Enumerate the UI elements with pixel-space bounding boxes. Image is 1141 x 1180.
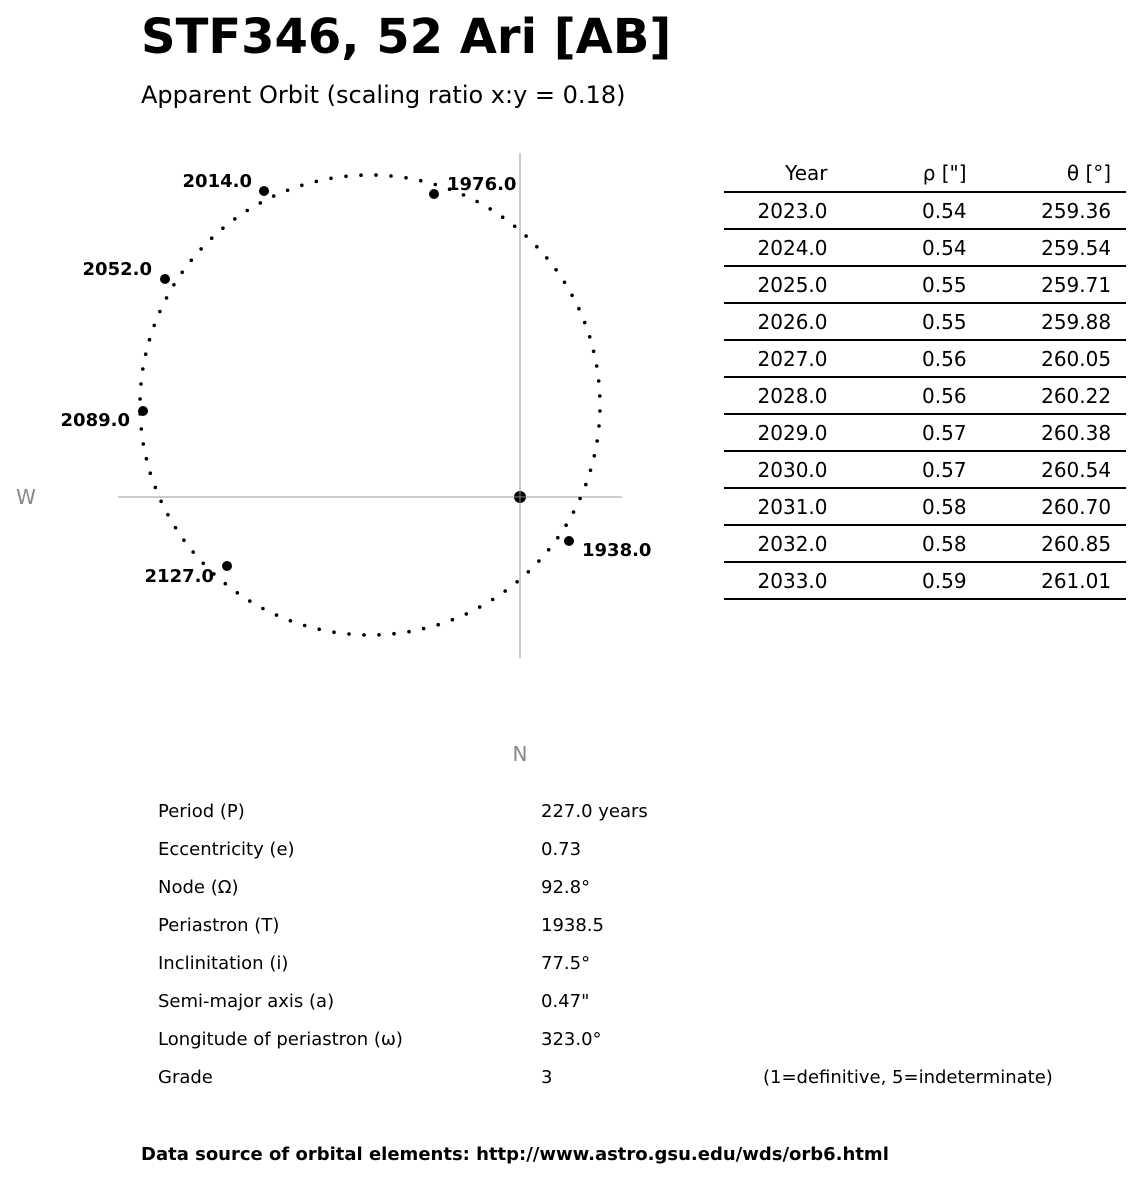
- orbit-point: [139, 382, 143, 386]
- orbit-point: [236, 591, 240, 595]
- element-value: 77.5°: [541, 953, 591, 974]
- cell-rho: 0.54: [828, 192, 967, 229]
- orbit-point: [434, 183, 438, 187]
- orbit-point: [535, 245, 539, 249]
- cell-theta: 260.54: [967, 451, 1112, 488]
- orbit-point: [141, 367, 145, 371]
- orbit-point: [377, 633, 381, 637]
- element-note: (1=definitive, 5=indeterminate): [763, 1067, 1053, 1088]
- orbit-point: [140, 427, 144, 431]
- cell-rho: 0.56: [828, 377, 967, 414]
- orbit-point: [389, 174, 393, 178]
- orbit-point: [374, 173, 378, 177]
- epoch-label: 1938.0: [582, 540, 652, 561]
- table-row: [724, 340, 1126, 377]
- orbit-point: [259, 201, 263, 205]
- orbit-point: [142, 442, 146, 446]
- element-name: Eccentricity (e): [158, 839, 295, 860]
- orbit-point: [513, 225, 517, 229]
- orbit-point: [503, 589, 507, 593]
- orbit-point: [404, 176, 408, 180]
- cell-year: 2028.0: [739, 377, 828, 414]
- orbit-plot: [0, 0, 700, 780]
- orbit-point: [201, 562, 205, 566]
- orbit-point: [159, 500, 163, 504]
- header-rho: ρ ["]: [828, 155, 967, 192]
- element-name: Inclinitation (i): [158, 953, 289, 974]
- orbit-point: [578, 497, 582, 501]
- orbit-point: [491, 598, 495, 602]
- orbit-point: [488, 207, 492, 211]
- orbit-point: [592, 350, 596, 354]
- cell-rho: 0.54: [828, 229, 967, 266]
- table-row: [724, 229, 1126, 266]
- element-value: 0.73: [541, 839, 582, 860]
- orbit-point: [275, 613, 279, 617]
- orbit-point: [362, 633, 366, 637]
- table-row: [724, 562, 1126, 599]
- epoch-marker: [160, 274, 170, 284]
- cell-theta: 260.70: [967, 488, 1112, 525]
- epoch-marker: [138, 406, 148, 416]
- element-name: Grade: [158, 1067, 213, 1088]
- cell-rho: 0.56: [828, 340, 967, 377]
- data-source-note: Data source of orbital elements: http://www.astro.gsu.edu/wds/orb6.html: [141, 1144, 889, 1165]
- north-label: N: [512, 742, 528, 766]
- orbit-point: [589, 469, 593, 473]
- cell-year: 2030.0: [739, 451, 828, 488]
- cell-theta: 261.01: [967, 562, 1112, 599]
- epoch-label: 1976.0: [447, 174, 517, 195]
- orbit-point: [595, 439, 599, 443]
- table-row: [724, 266, 1126, 303]
- epoch-marker: [222, 561, 232, 571]
- orbit-point: [556, 536, 560, 540]
- orbit-point: [475, 200, 479, 204]
- orbit-point: [190, 259, 194, 263]
- cell-year: 2024.0: [739, 229, 828, 266]
- epoch-label: 2127.0: [144, 566, 214, 587]
- cell-theta: 259.54: [967, 229, 1112, 266]
- orbit-point: [572, 510, 576, 514]
- epoch-markers: [61, 171, 652, 587]
- orbit-point: [191, 550, 195, 554]
- orbit-point: [451, 618, 455, 622]
- orbit-point: [577, 307, 581, 311]
- orbit-point: [174, 526, 178, 530]
- orbit-point: [465, 612, 469, 616]
- element-value: 3: [541, 1067, 553, 1088]
- orbit-point: [138, 397, 142, 401]
- orbit-point: [419, 179, 423, 183]
- orbit-point: [478, 605, 482, 609]
- orbit-point: [300, 184, 304, 188]
- element-value: 227.0 years: [541, 801, 648, 822]
- orbit-point: [598, 394, 602, 398]
- ephemeris-table: [724, 155, 1126, 600]
- element-value: 0.47": [541, 991, 590, 1012]
- orbit-point: [224, 582, 228, 586]
- orbit-point: [221, 226, 225, 230]
- cell-year: 2026.0: [739, 303, 828, 340]
- cell-theta: 260.38: [967, 414, 1112, 451]
- orbit-point: [524, 234, 528, 238]
- cell-rho: 0.55: [828, 266, 967, 303]
- cell-rho: 0.59: [828, 562, 967, 599]
- cell-rho: 0.58: [828, 525, 967, 562]
- epoch-marker: [259, 186, 269, 196]
- element-value: 323.0°: [541, 1029, 602, 1050]
- cell-theta: 259.71: [967, 266, 1112, 303]
- orbit-point: [152, 324, 156, 328]
- orbit-point: [547, 548, 551, 552]
- orbit-point: [172, 283, 176, 287]
- epoch-marker: [564, 536, 574, 546]
- orbit-point: [436, 623, 440, 627]
- orbit-point: [199, 247, 203, 251]
- orbit-point: [597, 379, 601, 383]
- cell-year: 2033.0: [739, 562, 828, 599]
- orbit-point: [570, 294, 574, 298]
- orbit-point: [588, 335, 592, 339]
- orbit-point: [329, 177, 333, 181]
- orbit-point: [545, 256, 549, 260]
- element-value: 1938.5: [541, 915, 604, 936]
- cell-year: 2031.0: [739, 488, 828, 525]
- cell-year: 2032.0: [739, 525, 828, 562]
- page-title: STF346, 52 Ari [AB]: [141, 9, 672, 65]
- orbit-point: [344, 175, 348, 179]
- header-year: Year: [739, 155, 828, 192]
- cell-theta: 259.88: [967, 303, 1112, 340]
- orbit-point: [145, 457, 149, 461]
- orbit-point: [501, 215, 505, 219]
- orbit-point: [166, 513, 170, 517]
- orbit-point: [407, 630, 411, 634]
- orbit-point: [246, 209, 250, 213]
- element-name: Node (Ω): [158, 877, 239, 898]
- orbit-point: [148, 338, 152, 342]
- epoch-label: 2014.0: [182, 171, 252, 192]
- orbit-point: [317, 628, 321, 632]
- table-row: [724, 192, 1126, 229]
- orbit-point: [359, 173, 363, 177]
- cell-rho: 0.55: [828, 303, 967, 340]
- cell-theta: 260.05: [967, 340, 1112, 377]
- cell-rho: 0.57: [828, 414, 967, 451]
- orbit-point: [595, 364, 599, 368]
- table-row: [724, 488, 1126, 525]
- cell-theta: 259.36: [967, 192, 1112, 229]
- orbit-point: [554, 268, 558, 272]
- cell-year: 2027.0: [739, 340, 828, 377]
- orbit-point: [144, 352, 148, 356]
- cell-theta: 260.85: [967, 525, 1112, 562]
- table-row: [724, 451, 1126, 488]
- orbit-point: [154, 486, 158, 490]
- cell-rho: 0.57: [828, 451, 967, 488]
- page-subtitle: Apparent Orbit (scaling ratio x:y = 0.18): [141, 81, 626, 109]
- orbit-point: [158, 310, 162, 314]
- table-row: [724, 377, 1126, 414]
- orbit-point: [289, 619, 293, 623]
- orbit-point: [584, 483, 588, 487]
- orbit-point: [315, 180, 319, 184]
- orbit-point: [233, 217, 237, 221]
- element-name: Semi-major axis (a): [158, 991, 335, 1012]
- element-value: 92.8°: [541, 877, 591, 898]
- orbit-point: [182, 538, 186, 542]
- orbit-point: [598, 409, 602, 413]
- orbit-point: [272, 194, 276, 198]
- orbit-point: [564, 523, 568, 527]
- epoch-marker: [429, 189, 439, 199]
- table-row: [724, 525, 1126, 562]
- orbit-point: [286, 189, 290, 193]
- orbit-point: [261, 607, 265, 611]
- cell-year: 2025.0: [739, 266, 828, 303]
- orbit-point: [248, 599, 252, 603]
- orbit-point: [332, 630, 336, 634]
- west-label: W: [16, 485, 36, 509]
- element-name: Period (P): [158, 801, 245, 822]
- orbit-point: [210, 236, 214, 240]
- orbit-point: [515, 580, 519, 584]
- orbit-point: [563, 281, 567, 285]
- epoch-label: 2052.0: [82, 259, 152, 280]
- orbit-point: [527, 570, 531, 574]
- element-name: Periastron (T): [158, 915, 280, 936]
- orbit-point: [422, 627, 426, 631]
- cell-rho: 0.58: [828, 488, 967, 525]
- cell-year: 2023.0: [739, 192, 828, 229]
- orbit-point: [583, 321, 587, 325]
- epoch-label: 2089.0: [60, 410, 130, 431]
- orbit-point: [165, 296, 169, 300]
- orbit-point: [149, 471, 153, 475]
- orbit-point: [593, 454, 597, 458]
- orbit-point: [347, 632, 351, 636]
- orbit-point: [303, 624, 307, 628]
- cell-year: 2029.0: [739, 414, 828, 451]
- cell-theta: 260.22: [967, 377, 1112, 414]
- header-theta: θ [°]: [967, 155, 1112, 192]
- table-row: [724, 414, 1126, 451]
- table-header-row: [724, 155, 1126, 192]
- orbit-point: [597, 424, 601, 428]
- orbit-point: [392, 632, 396, 636]
- element-name: Longitude of periastron (ω): [158, 1029, 403, 1050]
- orbit-point: [537, 559, 541, 563]
- table-row: [724, 303, 1126, 340]
- orbit-point: [180, 271, 184, 275]
